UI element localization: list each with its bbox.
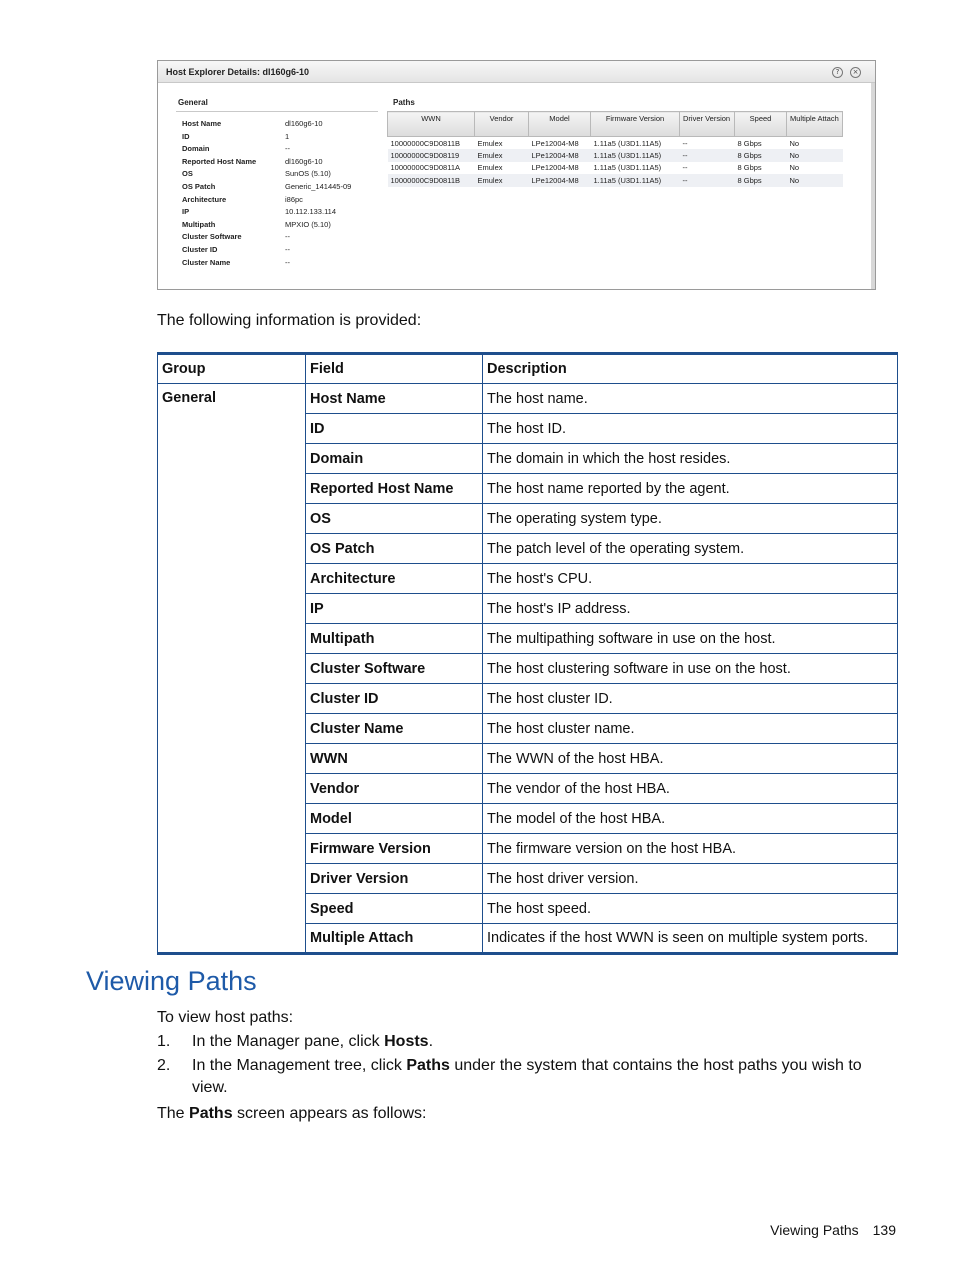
table-row xyxy=(158,384,898,414)
field-cell: Cluster Name xyxy=(306,714,483,744)
general-row xyxy=(182,245,382,258)
field-cell: OS xyxy=(306,504,483,534)
field-cell: Speed xyxy=(306,894,483,924)
header-group: Group xyxy=(158,354,306,384)
general-row xyxy=(182,169,382,182)
page-number: 139 xyxy=(872,1222,896,1238)
paths-cell: LPe12004-M8 xyxy=(531,138,579,148)
page-footer xyxy=(770,1222,896,1238)
general-key: Host Name xyxy=(182,119,222,128)
general-key: Cluster ID xyxy=(182,244,218,254)
field-cell: WWN xyxy=(306,744,483,774)
paths-label: Paths xyxy=(189,1105,233,1122)
step-ui-label: Hosts xyxy=(384,1033,429,1050)
section-heading: Viewing Paths xyxy=(86,966,257,996)
description-cell: The host's IP address. xyxy=(483,594,898,624)
field-cell: IP xyxy=(306,594,483,624)
closing-text: The Paths screen appears as follows: xyxy=(157,1105,427,1122)
table-row[interactable] xyxy=(388,162,843,175)
info-table xyxy=(157,352,898,955)
paths-cell: 8 Gbps xyxy=(735,149,787,162)
paths-cell: 10000000C9D0811A xyxy=(390,163,461,173)
general-value: -- xyxy=(285,257,290,267)
paths-cell: LPe12004-M8 xyxy=(531,163,579,173)
field-cell: Multiple Attach xyxy=(306,924,483,954)
paths-column-header[interactable]: Multiple Attach xyxy=(787,112,843,137)
general-value: 10.112.133.114 xyxy=(285,207,337,217)
general-key: Architecture xyxy=(182,194,227,204)
general-key: OS Patch xyxy=(182,181,216,191)
description-cell: The host cluster name. xyxy=(483,714,898,744)
host-explorer-screenshot xyxy=(157,60,876,290)
paths-table xyxy=(387,111,843,187)
paths-column-header[interactable]: WWN xyxy=(388,112,475,137)
table-row[interactable] xyxy=(388,174,843,187)
paths-cell: Emulex xyxy=(477,138,503,148)
step-list xyxy=(157,1031,897,1101)
paths-column-header[interactable]: Model xyxy=(529,112,591,137)
paths-cell: No xyxy=(789,138,800,148)
info-table-header xyxy=(158,354,898,384)
paths-cell: 10000000C9D08119 xyxy=(388,149,475,162)
paths-cell: 8 Gbps xyxy=(737,138,762,148)
description-cell: The host's CPU. xyxy=(483,564,898,594)
description-cell: The multipathing software in use on the host. xyxy=(483,624,898,654)
description-cell: The host driver version. xyxy=(483,864,898,894)
general-heading: General xyxy=(178,98,208,107)
general-row xyxy=(182,132,382,145)
paths-cell: -- xyxy=(682,138,688,148)
general-value: -- xyxy=(285,144,290,154)
general-divider xyxy=(176,111,378,112)
paths-cell: No xyxy=(789,163,800,173)
description-cell: The model of the host HBA. xyxy=(483,804,898,834)
general-row xyxy=(182,144,382,157)
paths-cell: 8 Gbps xyxy=(737,163,762,173)
general-key: Domain xyxy=(182,144,210,154)
description-cell: The operating system type. xyxy=(483,504,898,534)
header-field: Field xyxy=(306,354,483,384)
general-key: Cluster Name xyxy=(182,257,231,267)
intro-text: The following information is provided: xyxy=(157,312,422,329)
general-row xyxy=(182,157,382,170)
paths-cell: 1.11a5 (U3D1.11A5) xyxy=(593,138,662,148)
general-key: IP xyxy=(182,207,190,217)
general-key: Multipath xyxy=(182,219,216,229)
description-cell: The host cluster ID. xyxy=(483,684,898,714)
close-icon[interactable]: × xyxy=(850,67,861,78)
field-cell: Architecture xyxy=(306,564,483,594)
step-text: In the Manager pane, click xyxy=(192,1033,385,1050)
paths-cell: LPe12004-M8 xyxy=(529,149,591,162)
description-cell: The host clustering software in use on the host. xyxy=(483,654,898,684)
field-cell: Vendor xyxy=(306,774,483,804)
paths-cell: 10000000C9D0811B xyxy=(388,174,475,187)
general-row xyxy=(182,258,382,271)
paths-column-header[interactable]: Vendor xyxy=(475,112,529,137)
field-cell: Model xyxy=(306,804,483,834)
general-row xyxy=(182,195,382,208)
paths-cell: 10000000C9D0811B xyxy=(390,138,461,148)
general-properties xyxy=(182,119,382,270)
field-cell: Multipath xyxy=(306,624,483,654)
step-text: In the Management tree, click xyxy=(192,1057,407,1074)
general-key: Cluster Software xyxy=(182,232,242,242)
window-title: Host Explorer Details: dl160g6-10 xyxy=(166,67,310,77)
general-row xyxy=(182,182,382,195)
paths-cell: LPe12004-M8 xyxy=(529,174,591,187)
window-scrollbar[interactable] xyxy=(871,83,875,289)
paths-cell: No xyxy=(787,174,843,187)
paths-cell: -- xyxy=(680,174,735,187)
description-cell: The WWN of the host HBA. xyxy=(483,744,898,774)
general-key: ID xyxy=(182,131,190,141)
general-value: dl160g6-10 xyxy=(285,119,323,128)
field-cell: Cluster Software xyxy=(306,654,483,684)
general-value: 1 xyxy=(285,131,290,141)
description-cell: The host speed. xyxy=(483,894,898,924)
paths-cell: Emulex xyxy=(475,174,529,187)
field-cell: Reported Host Name xyxy=(306,474,483,504)
description-cell: The host name. xyxy=(483,384,898,414)
description-cell: The firmware version on the host HBA. xyxy=(483,834,898,864)
step-item xyxy=(157,1031,897,1053)
field-cell: Driver Version xyxy=(306,864,483,894)
field-cell: Domain xyxy=(306,444,483,474)
field-cell: OS Patch xyxy=(306,534,483,564)
field-cell: Cluster ID xyxy=(306,684,483,714)
general-value: -- xyxy=(285,244,290,254)
general-value: i86pc xyxy=(285,194,303,204)
table-row[interactable] xyxy=(388,149,843,162)
paths-cell: 1.11a5 (U3D1.11A5) xyxy=(593,163,662,173)
paths-cell: 1.11a5 (U3D1.11A5) xyxy=(591,174,680,187)
general-row xyxy=(182,232,382,245)
description-cell: The domain in which the host resides. xyxy=(483,444,898,474)
header-description: Description xyxy=(483,354,898,384)
field-cell: Firmware Version xyxy=(306,834,483,864)
description-cell: The patch level of the operating system. xyxy=(483,534,898,564)
paths-column-header[interactable]: Speed xyxy=(735,112,787,137)
paths-column-header[interactable]: Firmware Version xyxy=(591,112,680,137)
step-text-after: under the system that contains the host paths you wish to view. xyxy=(192,1057,862,1096)
description-cell: Indicates if the host WWN is seen on multiple system ports. xyxy=(483,924,898,954)
general-value: Generic_141445-09 xyxy=(285,181,352,191)
field-cell: ID xyxy=(306,414,483,444)
to-view-text: To view host paths: xyxy=(157,1009,294,1026)
general-value: MPXIO (5.10) xyxy=(285,219,331,229)
general-value: dl160g6-10 xyxy=(285,156,323,166)
paths-cell: Emulex xyxy=(477,163,503,173)
table-row[interactable] xyxy=(388,137,843,150)
paths-cell: 1.11a5 (U3D1.11A5) xyxy=(591,149,680,162)
field-cell: Host Name xyxy=(306,384,483,414)
group-cell: General xyxy=(158,384,306,954)
general-value: SunOS (5.10) xyxy=(285,169,331,179)
description-cell: The vendor of the host HBA. xyxy=(483,774,898,804)
general-row xyxy=(182,207,382,220)
description-cell: The host name reported by the agent. xyxy=(483,474,898,504)
paths-cell: -- xyxy=(680,149,735,162)
help-icon[interactable]: ? xyxy=(832,67,843,78)
step-item xyxy=(157,1055,897,1099)
description-cell: The host ID. xyxy=(483,414,898,444)
general-key: Reported Host Name xyxy=(182,156,257,166)
step-ui-label: Paths xyxy=(406,1057,450,1074)
general-row xyxy=(182,220,382,233)
paths-cell: 8 Gbps xyxy=(735,174,787,187)
paths-column-header[interactable]: Driver Version xyxy=(680,112,735,137)
general-row xyxy=(182,119,382,132)
paths-cell: -- xyxy=(682,163,688,173)
paths-heading: Paths xyxy=(393,98,415,107)
step-number: 1. xyxy=(157,1033,171,1050)
step-number: 2. xyxy=(157,1057,171,1074)
general-key: OS xyxy=(182,169,193,179)
footer-section: Viewing Paths xyxy=(770,1222,859,1238)
paths-cell: Emulex xyxy=(475,149,529,162)
window-titlebar xyxy=(158,61,875,83)
general-value: -- xyxy=(285,232,290,242)
step-text-after: . xyxy=(428,1033,434,1050)
paths-cell: No xyxy=(787,149,843,162)
